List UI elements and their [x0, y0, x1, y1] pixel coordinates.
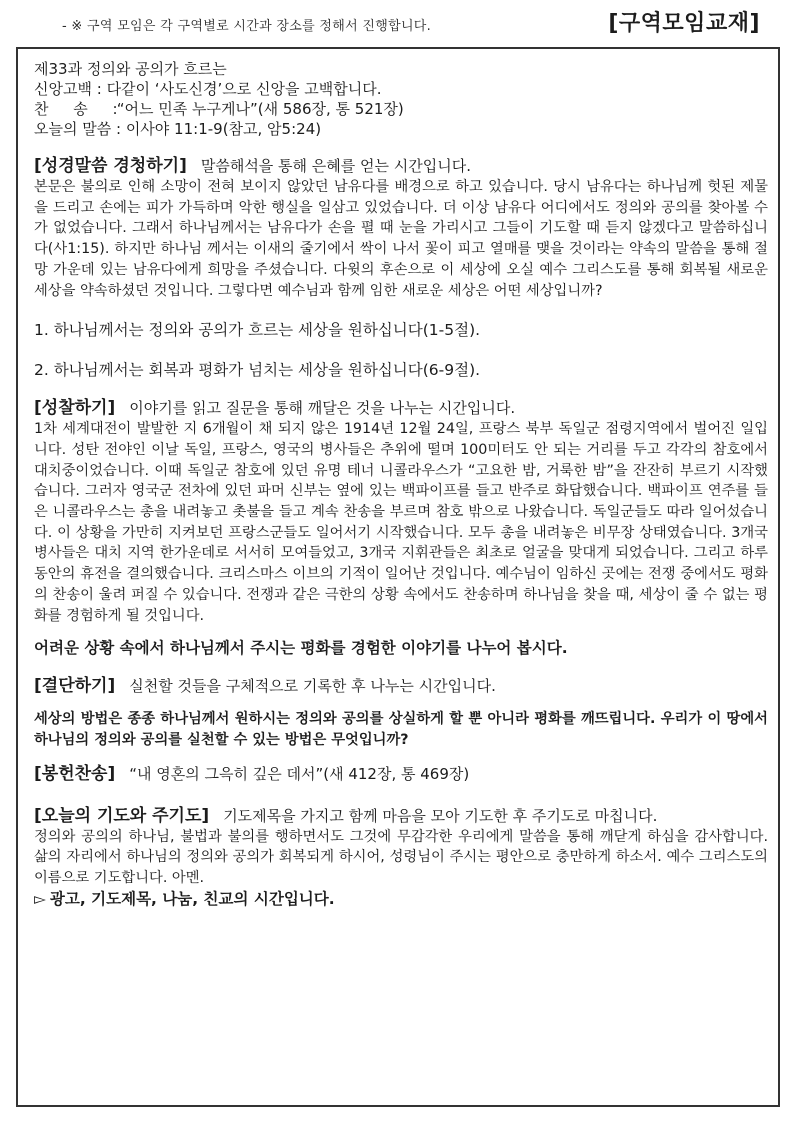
- hymn-line: [34, 99, 768, 119]
- hymn-label: 찬 송 :: [34, 100, 128, 118]
- decision-title: [결단하기]: [34, 676, 116, 697]
- reflection-title: [성찰하기]: [34, 398, 116, 419]
- reflection-heading: [34, 397, 768, 419]
- reflection-question: 어려운 상황 속에서 하나님께서 주시는 평화를 경험한 이야기를 나누어 봅시다.: [34, 639, 568, 658]
- meeting-note: - ※ 구역 모임은 각 구역별로 시간과 장소를 정해서 진행합니다.: [62, 19, 432, 34]
- triangle-pointer-icon: ▻: [34, 889, 46, 908]
- creed-text: 다같이 ‘사도신경’으로 신앙을 고백합니다.: [101, 80, 382, 98]
- reflection-body: 1차 세계대전이 발발한 지 6개월이 채 되지 않은 1914년 12월 24일, 프랑스 북부 독일군 점령지역에서 벌어진 일입니다. 성탄 전야인 이날 독일, 프랑스, 영국의 병사들은 추위에 떨며 100미터도 안 되는 거리를 두고 각각의 참호에서 대치중이었습니다. 이때 독일군 참호에 있던 유명 테너 니콜라우스가 “고요한 밤, 거룩한 밤”을 잔잔히 부르기 시작했습니다. 그러자 영국군 전차에 있던 파머 신부는 옆에 있는 백파이프를 들고 반주로 화답했습니다. 백파이프 연주를 들은 니콜라우스는 총을 내려놓고 촛불을 들고 계속 찬송을 부르며 참호 밖으로 나왔습니다. 독일군들도 따라 일어섰습니다. 이 상황을 가만히 지켜보던 프랑스군들도 일어서기 시작했습니다. 모두 총을 내려놓은 비무장 상태였습니다. 3개국 병사들은 대치 지역 한가운데로 서서히 모여들었고, 3개국 지휘관들은 최초로 얼굴을 맞대게 되었습니다. 그리고 하루 동안의 휴전을 결의했습니다. 크리스마스 이브의 기적이 일어난 것입니다. 예수님이 임하신 곳에는 전쟁 중에서도 평화의 찬송이 울려 퍼질 수 있습니다. 전쟁과 같은 극한의 상황 속에서도 찬송하며 하나님을 찾을 때, 세상이 줄 수 없는 평화를 경험하게 될 것입니다.: [34, 421, 768, 624]
- announcement-text: 광고, 기도제목, 나눔, 친교의 시간입니다.: [49, 889, 335, 908]
- decision-desc: 실천할 것들을 구체적으로 기록한 후 나누는 시간입니다.: [129, 677, 496, 696]
- decision-heading: [34, 675, 768, 697]
- prayer-body: 정의와 공의의 하나님, 불법과 불의를 행하면서도 그것에 무감각한 우리에게 말씀을 통해 깨닫게 하심을 감사합니다. 삶의 자리에서 하나님의 정의와 공의가 회복되게 하시어, 성령님이 주시는 평안으로 충만하게 하소서. 예수 그리스도의 이름으로 기도합니다. 아멘.: [34, 828, 768, 887]
- scripture-title: [성경말씀 경청하기]: [34, 156, 187, 176]
- offering-heading: [34, 763, 768, 785]
- lesson-content: [34, 59, 768, 910]
- offering-title: [봉헌찬송]: [34, 763, 116, 784]
- lesson-title: 제33과 정의와 공의가 흐르는: [34, 60, 227, 78]
- scripture-heading: [34, 155, 768, 177]
- scripture-body: 본문은 불의로 인해 소망이 전혀 보이지 않았던 남유다를 배경으로 하고 있습니다. 당시 남유다는 하나님께 헛된 제물을 드리고 손에는 피가 가득하며 악한 행실을 일삼고 있었습니다. 더 이상 남유다 어디에서도 정의와 공의를 찾아볼 수가 없었습니다. 그래서 하나님께서는 남유다가 손을 펼 때 눈을 가리시고 그들이 기도할 때 듣지 않겠다고 말씀하십니다(사1:15). 하지만 하나님 께서는 이새의 줄기에서 싹이 나서 꽃이 피고 열매를 맺을 것이라는 약속의 말씀을 통해 절망 가운데 있는 남유다에게 희망을 주셨습니다. 다윗의 후손으로 이 세상에 오실 예수 그리스도를 통해 회복될 새로운 세상을 약속하셨던 것입니다. 그렇다면 예수님과 함께 임한 새로운 세상은 어떤 세상입니까?: [34, 179, 768, 299]
- creed-label: 신앙고백 :: [34, 80, 102, 98]
- decision-body: 세상의 방법은 종종 하나님께서 원하시는 정의와 공의를 상실하게 할 뿐 아니라 평화를 깨뜨립니다. 우리가 이 땅에서 하나님의 정의와 공의를 실천할 수 있는 방법은 무엇입니까?: [34, 711, 768, 748]
- scripture-desc: 말씀해석을 통해 은혜를 얻는 시간입니다.: [200, 157, 472, 175]
- word-text: 이사야 11:1-9(참고, 암5:24): [121, 120, 322, 138]
- creed-line: [34, 79, 768, 99]
- word-label: 오늘의 말씀 :: [34, 120, 122, 138]
- prayer-desc: 기도제목을 가지고 함께 마음을 모아 기도한 후 주기도로 마칩니다.: [223, 806, 658, 825]
- page-header: [0, 0, 800, 44]
- offering-hymn: “내 영혼의 그윽히 깊은 데서”(새 412장, 통 469장): [129, 764, 470, 783]
- material-title: [구역모임교재]: [608, 11, 760, 36]
- announcement-line: [34, 889, 768, 910]
- word-line: [34, 119, 768, 139]
- scripture-point-2: 2. 하나님께서는 회복과 평화가 넘치는 세상을 원하십니다(6-9절).: [34, 361, 481, 380]
- prayer-title: [오늘의 기도와 주기도]: [34, 805, 210, 826]
- scripture-point-1: 1. 하나님께서는 정의와 공의가 흐르는 세상을 원하십니다(1-5절).: [34, 321, 481, 340]
- hymn-text: “어느 민족 누구게나”(새 586장, 통 521장): [112, 100, 404, 118]
- reflection-desc: 이야기를 읽고 질문을 통해 깨달은 것을 나누는 시간입니다.: [129, 399, 516, 418]
- prayer-heading: [34, 805, 768, 827]
